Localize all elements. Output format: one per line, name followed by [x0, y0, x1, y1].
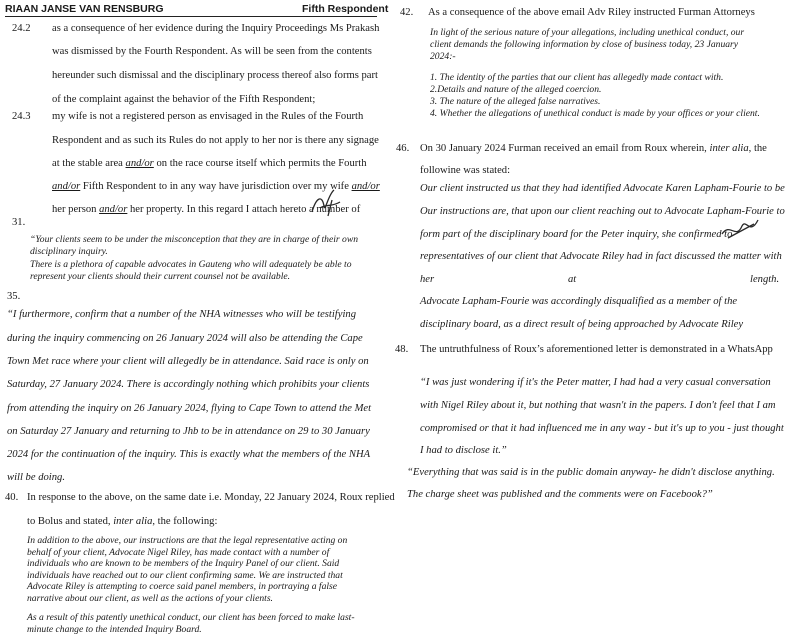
quote-42-line: 4. Whether the allegations of unethical conduct is made by your offices or your client.	[430, 108, 760, 119]
para-42-number: 42.	[400, 7, 414, 18]
quote-42-line: 3. The nature of the alleged false narratives.	[430, 96, 601, 107]
quote-46-line: Our instructions are, that upon our client reaching out to Advocate Lapham-Fourie to	[420, 206, 785, 217]
para-24-2-line: hereunder such dismissal and the disciplinary process thereof also forms part	[52, 70, 378, 81]
quote-48-line: The charge sheet was published and the comments were on Facebook?”	[407, 489, 713, 500]
initials-mark-icon	[718, 214, 766, 244]
quote-40-line: As a result of this patently unethical conduct, our client has been forced to make last-	[27, 612, 355, 623]
quote-48-line: with Nigel Riley about it, but nothing that wasn't in the papers. I don't feel that I am	[420, 400, 776, 411]
quote-31-line: represent your clients should their current counsel not be available.	[30, 271, 291, 282]
quote-42-line: 2.Details and nature of the alleged coercion.	[430, 84, 602, 95]
para-46-line: followine was stated:	[420, 165, 511, 176]
para-24-2-line: as a consequence of her evidence during the Inquiry Proceedings Ms Prakash	[52, 23, 380, 34]
quote-48-line: “Everything that was said is in the public domain anyway- he didn't disclose anything.	[407, 467, 775, 478]
quote-42-line: In light of the serious nature of your allegations, including unethical conduct, our	[430, 27, 745, 38]
para-24-3-line: her person and/or her property. In this regard I attach hereto a number of	[52, 204, 361, 215]
para-24-3-line: at the stable area and/or on the race course itself which permits the Fourth	[52, 158, 367, 169]
quote-42-line: 1. The identity of the parties that our client has allegedly made contact with.	[430, 72, 724, 83]
quote-42-line: client demands the following information by close of business today, 23 January	[430, 39, 739, 50]
para-24-3-number: 24.3	[12, 111, 31, 122]
para-35-number: 35.	[7, 291, 21, 302]
quote-40-line: minute change to the intended Inquiry Board.	[27, 624, 202, 635]
para-48-line: The untruthfulness of Roux’s aforementioned letter is demonstrated in a WhatsApp	[420, 344, 773, 355]
header-name: RIAAN JANSE VAN RENSBURG	[5, 3, 164, 15]
signature-mark-icon	[306, 186, 346, 220]
header-rule	[5, 16, 377, 17]
quote-48-line: compromised or that it had influenced me in any way - but it's up to you - just thought	[420, 423, 784, 434]
para-46-number: 46.	[396, 143, 410, 154]
quote-40-line: individuals who are known to be members of the Inquiry Panel of our client. Said	[27, 558, 340, 569]
quote-40-line: behalf of your client, Advocate Nigel Riley, has made contact with a number of	[27, 547, 330, 558]
para-24-3-line: my wife is not a registered person as envisaged in the Rules of the Fourth	[52, 111, 364, 122]
quote-48-line: I had to disclose it.”	[420, 445, 507, 456]
para-46-line: On 30 January 2024 Furman received an email from Roux wherein, inter alia, the	[420, 143, 767, 154]
quote-46-line: Advocate Lapham-Fourie was accordingly disqualified as a member of the	[420, 296, 738, 307]
quote-40-line: narrative about our client, as well as the actions of your clients.	[27, 593, 273, 604]
quote-40-line: In addition to the above, our instructions are that the legal representative acting on	[27, 535, 348, 546]
para-24-3-line: and/or Fifth Respondent to in any way have jurisdiction over my wife and/or	[52, 181, 380, 192]
quote-35-line: from attending the inquiry on 26 January 2024, flying to Cape Town to attend the Met	[7, 403, 372, 414]
para-40-line: to Bolus and stated, inter alia, the following:	[27, 516, 218, 527]
quote-46-line: Our client instructed us that they had identified Advocate Karen Lapham-Fourie to be	[420, 183, 785, 194]
quote-35-line: on Saturday 27 January and returning to Jhb to be in attendance on 29 to 30 January	[7, 426, 370, 437]
quote-46-line: disciplinary board, as a direct result of being approached by Advocate Riley	[420, 319, 744, 330]
quote-48-line: “I was just wondering if it's the Peter matter, I had had a very casual conversation	[420, 377, 771, 388]
header-role: Fifth Respondent	[302, 3, 389, 15]
quote-35-line: will be doing.	[7, 472, 65, 483]
quote-35-line: 2024 for the continuation of the inquiry. This is exactly what the members of the NHA	[7, 449, 371, 460]
quote-35-line: during the inquiry commencing on 26 January 2024 will also be attending the Cape	[7, 333, 363, 344]
quote-46-line: representatives of our client that Advocate Riley had in fact discussed the matter with	[420, 251, 782, 262]
quote-35-line: “I furthermore, confirm that a number of the NHA witnesses who will be testifying	[7, 309, 356, 320]
para-24-2-line: of the complaint against the behavior of the Fifth Respondent;	[52, 94, 316, 105]
quote-46-line: form part of the disciplinary board for the Peter inquiry, she confirmed to	[420, 229, 733, 240]
para-48-number: 48.	[395, 344, 409, 355]
quote-31-line: “Your clients seem to be under the misconception that they are in charge of their own	[30, 234, 359, 245]
quote-42-line: 2024:-	[430, 51, 456, 62]
para-40-line: In response to the above, on the same date i.e. Monday, 22 January 2024, Roux replied	[27, 492, 395, 503]
quote-35-line: Town Met race where your client will allegedly be in attendance. Said race is only on	[7, 356, 369, 367]
quote-31-line: There is a plethora of capable advocates in Gauteng who will adequately be able to	[30, 259, 352, 270]
right-page: 42. As a consequence of the above email Adv Riley instructed Furman Attorneys In light of the serious nature of your allegations, including unethical conduct, our client demands the following information by close of business today, 23 January 2024:- 1. The identity of the parties that our client has allegedly made contact with. 2.Details and nature of the alleged coercion. 3. The nature of the alleged false narratives. 4. Whether the allegations of unethical conduct is made by your offices or your client. 46. On 30 January 2024 Furman received an email from Roux wherein, inter alia, the followine was stated: Our client instructed us that they had identified Advocate Karen Lapham-Fourie to be Our instructions are, that upon our client reaching out to Advocate Lapham-Fourie to form part of the disciplinary board for the Peter inquiry, she confirmed to representatives of our client that Advocate Riley had in fact discussed the matter with her at length. Advocate Lapham-Fourie was accordingly disqualified as a member of the disciplinary board, as a direct result of being approached by Advocate Riley 48. The untruthfulness of Roux’s aforementioned letter is demonstrated in a WhatsApp “I was just wondering if it's the Peter matter, I had had a very casual conversation with Nigel Riley about it, but nothing that wasn't in the papers. I don't feel that I am compromised or that it had influenced me in any way - but it's up to you - just thought I had to disclose it.” “Everything that was said is in the public domain anyway- he didn't disclose anything. The charge sheet was published and the comments were on Facebook?”	[395, 7, 785, 500]
quote-31-line: disciplinary inquiry.	[30, 246, 108, 257]
para-40-number: 40.	[5, 492, 19, 503]
para-42-line: As a consequence of the above email Adv Riley instructed Furman Attorneys	[428, 7, 755, 18]
para-24-2-line: was dismissed by the Fourth Respondent. As will be seen from the contents	[52, 46, 372, 57]
para-24-3-line: Respondent and as such its Rules do not apply to her nor is there any signage	[52, 135, 379, 146]
quote-35-line: Saturday, 27 January 2024. There is accordingly nothing which prohibits your clients	[7, 379, 370, 390]
quote-40-line: individuals have reached out to our client confirming same. We are instructed that	[27, 570, 343, 581]
para-24-2-number: 24.2	[12, 23, 31, 34]
para-31-number: 31.	[12, 217, 26, 228]
quote-40-line: Advocate Riley is attempting to coerce said panel members, in portraying a false	[27, 581, 338, 592]
